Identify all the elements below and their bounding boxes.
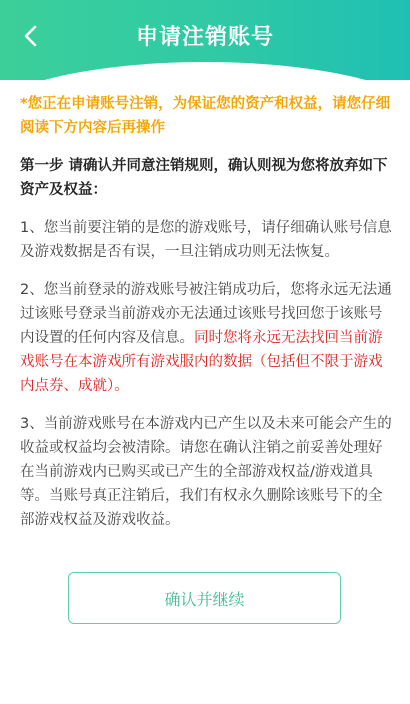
rule-item-3 <box>20 412 392 532</box>
notice-text: *您正在申请账号注销，为保证您的资产和权益，请您仔细阅读下方内容后再操作 <box>20 96 391 136</box>
content-area <box>20 92 392 546</box>
rule-item-1 <box>20 216 392 264</box>
header-curve <box>0 62 410 80</box>
rule-item-2 <box>20 278 392 398</box>
rule-item-3-text: 3、当前游戏账号在本游戏内已产生以及未来可能会产生的收益或权益均会被清除。请您在确认注销之前妥善处理好在当前游戏内已购买或已产生的全部游戏权益/游戏道具等。当账号真正注销后，我们有权永久删除该账号下的全部游戏权益及游戏收益。 <box>20 416 392 528</box>
step-heading: 第一步 请确认并同意注销规则，确认则视为您将放弃如下资产及权益： <box>20 158 388 198</box>
page-title: 申请注销账号 <box>135 25 274 50</box>
rule-item-1-text: 1、您当前要注销的是您的游戏账号，请仔细确认账号信息及游戏数据是否有误，一旦注销成功则无法恢复。 <box>20 220 392 260</box>
header-bar <box>0 0 410 80</box>
rule-item-2-text: 2、您当前登录的游戏账号被注销成功后，您将永远无法通过该账号登录当前游戏亦无法通过该账号找回您于该账号内设置的任何内容及信息。 <box>20 282 392 346</box>
confirm-continue-button[interactable]: 确认并继续 <box>68 572 341 624</box>
rule-item-2-warning: 同时您将永远无法找回当前游戏账号在本游戏所有游戏服内的数据（包括但不限于游戏内点券、成就）。 <box>20 330 383 394</box>
